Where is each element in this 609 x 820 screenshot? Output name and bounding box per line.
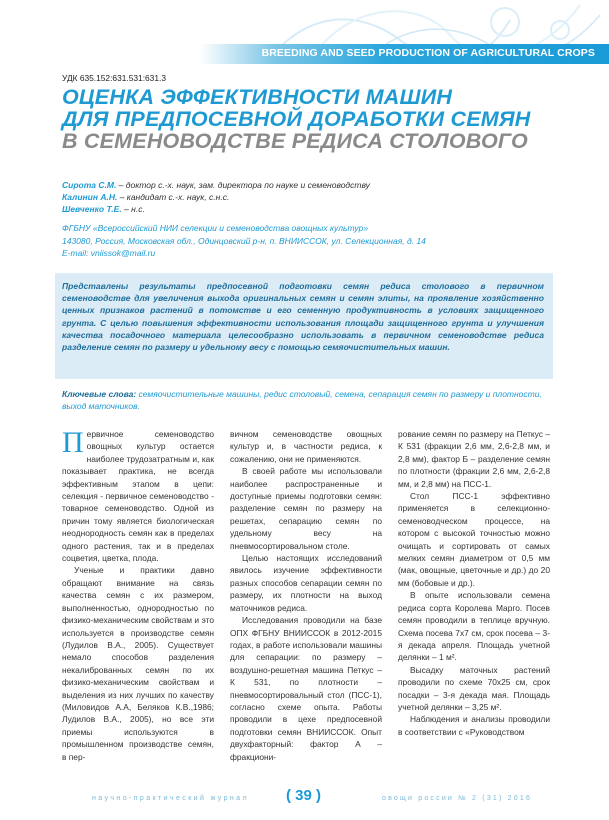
- author-name: Шевченко Т.Е.: [62, 204, 122, 214]
- article-title-line-1: ОЦЕНКА ЭФФЕКТИВНОСТИ МАШИН: [62, 85, 453, 109]
- article-title-line-2: ДЛЯ ПРЕДПОСЕВНОЙ ДОРАБОТКИ СЕМЯН: [62, 107, 531, 131]
- body-paragraph-text: ервичное семеноводство овощных культур остается наиболее трудозатратным и, как показывает практика, не всегда эффективным этапом в цепи: селекция - первичное семеноводство - товарное семеноводство. Одной из причин тому является биологическая неоднородность семян как в пределах одного растения, так и в пределах соцветия, цветка, плода.: [62, 429, 214, 564]
- author-entry: [62, 191, 370, 203]
- body-paragraph: Исследования проводили на базе ОПХ ФГБНУ ВНИИССОК в 2012-2015 годах, в работе использовали машины для сепарации: по размеру – воздушно-решетная машина Петкус – К 531, по плотности – пневмосортировальный стол (ПСС-1), согласно схеме опыта. Работы проводили в цехе предпосевной подготовки семян ВНИИССОК. Опыт двухфакторный: фактор А – фракциони-: [230, 615, 382, 762]
- affiliation-org: ФГБНУ «Всероссийский НИИ селекции и семеноводства овощных культур»: [62, 223, 369, 233]
- body-paragraph: Стол ПСС-1 эффективно применяется в селекционно-семеноводческом процессе, на котором с высокой точностью можно очищать и сортировать от самых мелких семян диаметром от 0,5 мм (мак, овощные, цветочные и др.) до 20 мм (бобовые и др.).: [398, 491, 550, 588]
- keywords-label: Ключевые слова:: [62, 389, 137, 399]
- author-name: Сирота С.М.: [62, 180, 117, 190]
- author-role: – кандидат с.-х. наук, с.н.с.: [117, 192, 230, 202]
- footer-journal-type: научно-практический журнал: [92, 795, 249, 802]
- section-header-title: BREEDING AND SEED PRODUCTION OF AGRICULTURAL CROPS: [261, 47, 595, 59]
- article-title: [62, 86, 530, 152]
- body-paragraph: Наблюдения и анализы проводили в соответствии с «Руководством: [398, 714, 550, 737]
- keywords-text: семяочистительные машины, редис столовый, семена, сепарация семян по размеру и плотности, выход маточников.: [62, 389, 542, 411]
- abstract-box: Представлены результаты предпосевной подготовки семян редиса столового в первичном семеноводстве для увеличения выхода оригинальных семян и семян элиты, на проявление хозяйственно ценных признаков растений в потомстве и его семенную продуктивность в условиях защищенного грунта. С целью повышения эффективности использования площади защищенного грунта и улучшения качества посадочного материала целесообразно использовать в первичном семеноводстве редиса разделение семян по размеру и удельному весу с помощью семяочистительных машин.: [55, 273, 553, 379]
- author-entry: [62, 179, 370, 191]
- body-paragraph: рование семян по размеру на Петкус – К 531 (фракции 2,6 мм, 2,6-2,8 мм, и 2,8 мм), фактор Б – разделение семян по плотности (фракции 2,6 мм, 2,6-2,8 мм, и 2,8 мм) на ПСС-1.: [398, 429, 550, 489]
- body-paragraph: В своей работе мы использовали наиболее распространенные и доступные приемы подготовки семян: разделение семян по размеру на решетах, сепарацию семян по удельному весу на пневмосортировальном столе.: [230, 466, 382, 551]
- author-entry: [62, 203, 370, 215]
- author-list: [62, 179, 370, 215]
- author-name: Калинин А.Н.: [62, 192, 118, 202]
- article-body: [62, 428, 552, 768]
- affiliation-email: E-mail: vniissok@mail.ru: [62, 248, 156, 258]
- footer-journal-issue: овощи россии № 2 (31) 2016: [382, 795, 533, 802]
- body-paragraph: [62, 428, 214, 564]
- dropcap-letter: П: [62, 426, 84, 459]
- affiliation-address: 143080, Россия, Московская обл., Одинцовский р-н, п. ВНИИССОК, ул. Селекционная, д. 14: [62, 235, 426, 246]
- body-paragraph: Высадку маточных растений проводили по схеме 70х25 см, срок посадки – 3-я декада мая. Площадь учетной делянки – 3,25 м².: [398, 664, 550, 712]
- affiliation-block: [62, 222, 426, 260]
- author-role: – н.с.: [121, 204, 145, 214]
- body-column-3: [398, 428, 550, 738]
- body-column-2: [230, 428, 382, 763]
- body-paragraph: вичном семеноводстве овощных культур и, в частности редиса, к сожалению, они не применяются.: [230, 429, 382, 464]
- page-footer: [0, 785, 609, 809]
- body-paragraph: Целью настоящих исследований явилось изучение эффективности разных способов сепарации семян по размеру, их плотности на выход маточников редиса.: [230, 553, 382, 613]
- page-number: ( 39 ): [286, 787, 322, 804]
- body-paragraph: В опыте использовали семена редиса сорта Королева Марго. Посев семян проводили в теплице вручную. Схема посева 7х7 см, срок посева – 3-я декада апреля. Площадь учетной делянки – 1 м².: [398, 590, 550, 663]
- body-column-1: [62, 428, 214, 763]
- article-title-line-3: В СЕМЕНОВОДСТВЕ РЕДИСА СТОЛОВОГО: [62, 129, 528, 153]
- keywords-block: [62, 388, 552, 412]
- author-role: – доктор с.-х. наук, зам. директора по науке и семеноводству: [116, 180, 370, 190]
- body-paragraph: Ученые и практики давно обращают внимание на связь качества семян с их размером, выполненностью, однородностью по физико-механическим свойствам и это используется в производстве семян (Лудилов В.А., 2005). Существует немало способов разделения некалиброванных семян по их физико-механическим свойствам и выделения из них лучших по качеству (Миловидов А.А, Беляков К.В.,1986; Лудилов В.А., 2005), но все эти приемы используются в промышленном производстве семян, в пер-: [62, 565, 214, 762]
- udk-code: УДК 635.152:631.531:631.3: [62, 73, 166, 83]
